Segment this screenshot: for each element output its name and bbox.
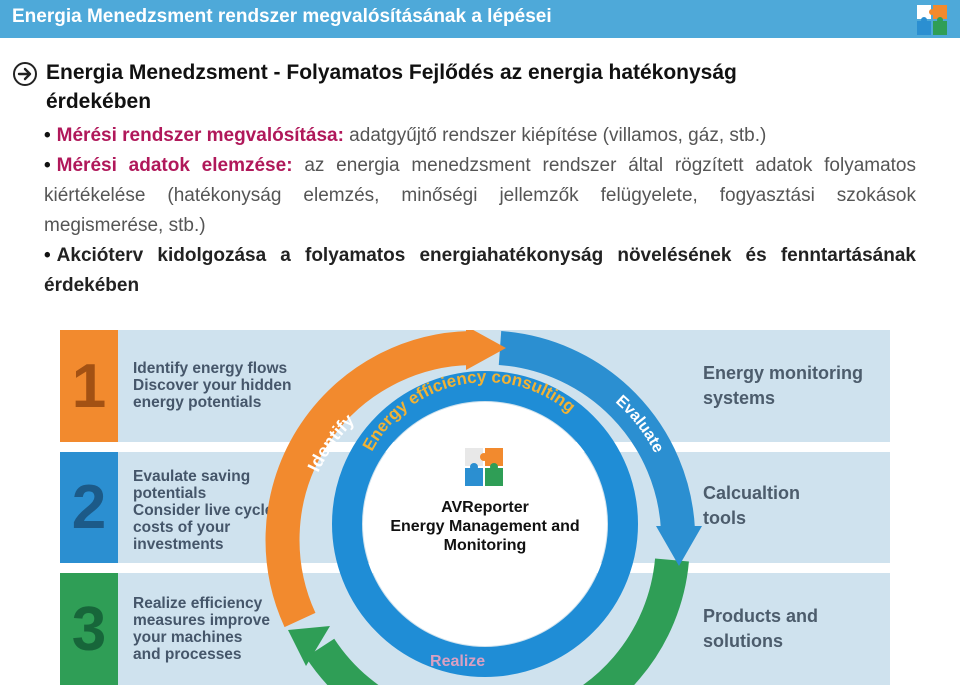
tool-line: solutions — [703, 631, 783, 651]
title-bar — [0, 0, 960, 38]
identify-label: Identify — [303, 409, 359, 475]
step-number: 2 — [60, 452, 118, 563]
bullet-dot: • — [44, 155, 51, 176]
step-line: your machines — [133, 629, 243, 646]
slide-title: Energia Menedzsment rendszer megvalósításának a lépései — [12, 6, 552, 27]
bullet-item — [44, 121, 916, 151]
step-number: 3 — [60, 573, 118, 685]
puzzle-logo-icon — [914, 2, 950, 38]
bullet-list — [44, 121, 916, 301]
step-line: and processes — [133, 646, 242, 663]
step-line: investments — [133, 536, 224, 553]
circle-arrow-right-icon — [12, 61, 38, 87]
center-line: Energy Management and — [390, 518, 580, 535]
step-line: costs of your — [133, 519, 231, 536]
step-line: Evaulate saving — [133, 468, 251, 485]
step-line: Discover your hidden — [133, 377, 292, 394]
step-number: 1 — [60, 330, 118, 442]
bullet-bold: Mérési rendszer megvalósítása: — [56, 125, 344, 146]
tool-line: Calcualtion — [703, 483, 801, 503]
heading-text: Energia Menedzsment - Folyamatos Fejlődés az energia hatékonyság érdekében — [46, 61, 737, 113]
bullet-item — [44, 241, 916, 301]
step-line: measures improve — [133, 612, 270, 629]
bullet-bold: Mérési adatok elemzése: — [56, 155, 293, 176]
tool-line: Energy monitoring — [703, 363, 864, 383]
bullet-item — [44, 151, 916, 241]
center-title — [378, 498, 592, 555]
consulting-label: Energy efficiency consulting — [358, 367, 580, 454]
realize-label: Realize — [430, 653, 486, 670]
bullet-bold: Akcióterv kidolgozása a folyamatos energiahatékonyság növelésének és fenntartásának érdekében — [44, 245, 916, 296]
step-line: Identify energy flows — [133, 360, 288, 377]
evaluate-label: Evaluate — [612, 392, 667, 456]
tool-line: systems — [703, 388, 776, 408]
main-heading — [12, 58, 942, 116]
center-line: Monitoring — [443, 537, 527, 554]
energy-cycle-diagram — [60, 330, 890, 685]
bullet-text: adatgyűjtő rendszer kiépítése (villamos, gáz, stb.) — [343, 125, 767, 146]
step-line: Realize efficiency — [133, 595, 263, 612]
bullet-dot: • — [44, 125, 51, 146]
bullet-dot: • — [44, 245, 51, 266]
bullet-text: az energia menedzsment rendszer által rögzített adatok folyamatos kiértékelése (hatékonyság elemzés, minőségi jellemzők felügyelete, fogyasztási szokások megismerése, stb.) — [44, 155, 916, 236]
step-line: energy potentials — [133, 394, 262, 411]
center-line: AVReporter — [441, 499, 529, 516]
step-line: potentials — [133, 485, 207, 502]
step-line: Consider live cycle — [133, 502, 274, 519]
tool-line: Products and — [703, 606, 819, 626]
tool-line: tools — [703, 508, 746, 528]
